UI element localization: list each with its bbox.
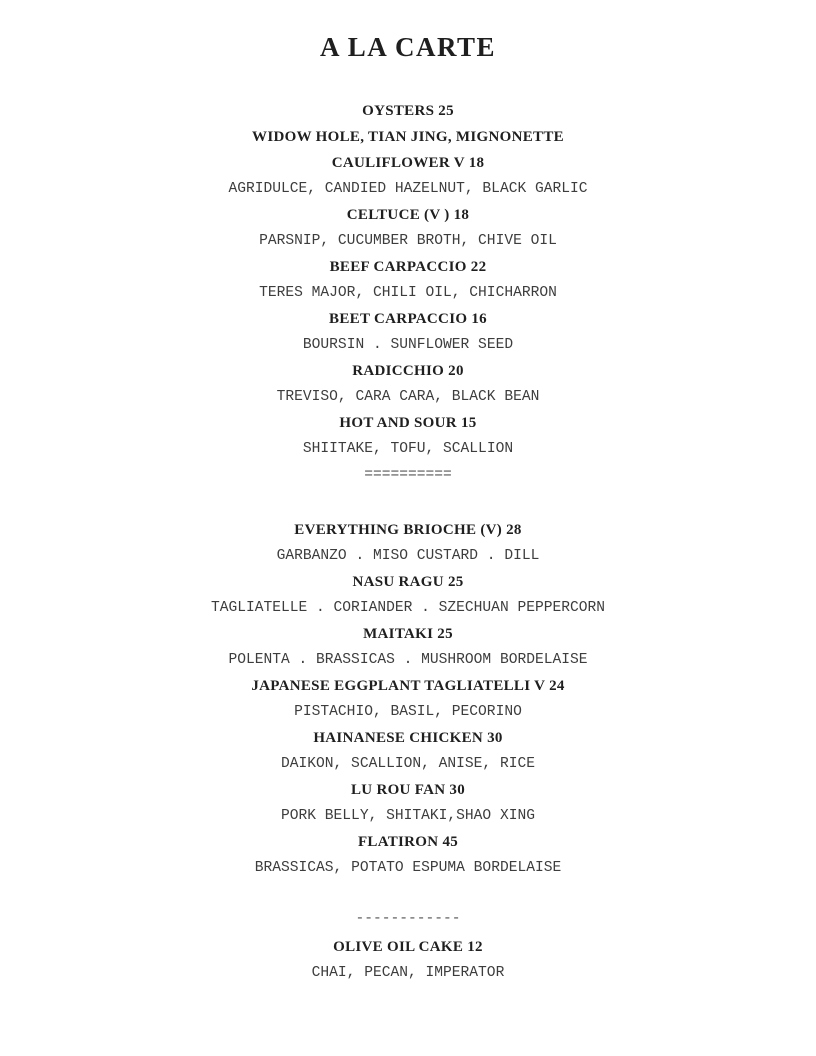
item-description: TREVISO, CARA CARA, BLACK BEAN — [276, 389, 540, 405]
item-name: OLIVE OIL CAKE 12 — [333, 939, 483, 955]
menu-item — [0, 306, 816, 358]
section-separator: ========== — [364, 467, 452, 483]
item-name: LU ROU FAN 30 — [350, 782, 466, 798]
item-name: CAULIFLOWER V 18 — [331, 155, 485, 171]
menu-title: A LA CARTE — [319, 32, 497, 62]
menu-section-starters — [0, 98, 816, 488]
item-description: AGRIDULCE, CANDIED HAZELNUT, BLACK GARLIC — [228, 181, 588, 197]
item-name: BEET CARPACCIO 16 — [329, 311, 487, 327]
menu-item — [0, 358, 816, 410]
item-description: TERES MAJOR, CHILI OIL, CHICHARRON — [259, 285, 557, 301]
item-name: BEEF CARPACCIO 22 — [329, 259, 487, 275]
menu-item — [0, 98, 816, 150]
item-description: SHIITAKE, TOFU, SCALLION — [302, 441, 514, 457]
menu-item — [0, 410, 816, 462]
menu-item — [0, 569, 816, 621]
menu-item — [0, 621, 816, 673]
menu-item — [0, 725, 816, 777]
item-description: PARSNIP, CUCUMBER BROTH, CHIVE OIL — [259, 233, 557, 249]
menu-item — [0, 202, 816, 254]
item-name: RADICCHIO 20 — [352, 363, 464, 379]
item-name: OYSTERS 25 — [362, 103, 454, 119]
menu-section-dessert — [0, 934, 816, 986]
item-name: HAINANESE CHICKEN 30 — [313, 730, 503, 746]
item-name: JAPANESE EGGPLANT TAGLIATELLI V 24 — [251, 678, 565, 694]
menu-item — [0, 673, 816, 725]
menu-body — [0, 98, 816, 986]
menu-item — [0, 829, 816, 881]
menu-item — [0, 517, 816, 569]
item-description: PORK BELLY, SHITAKI,SHAO XING — [281, 808, 535, 824]
item-description: BRASSICAS, POTATO ESPUMA BORDELAISE — [254, 860, 562, 876]
item-name: MAITAKI 25 — [363, 626, 453, 642]
menu-section-mains — [0, 517, 816, 932]
item-name: FLATIRON 45 — [357, 834, 459, 850]
item-description: CHAI, PECAN, IMPERATOR — [311, 965, 505, 981]
item-name: NASU RAGU 25 — [352, 574, 464, 590]
section-separator: ------------ — [355, 911, 461, 927]
item-name: CELTUCE (V ) 18 — [346, 207, 470, 223]
item-description: BOURSIN . SUNFLOWER SEED — [302, 337, 514, 353]
item-description: POLENTA . BRASSICAS . MUSHROOM BORDELAISE — [228, 652, 588, 668]
menu-item — [0, 777, 816, 829]
item-name: HOT AND SOUR 15 — [339, 415, 477, 431]
item-description: WIDOW HOLE, TIAN JING, MIGNONETTE — [252, 129, 564, 145]
item-description: TAGLIATELLE . CORIANDER . SZECHUAN PEPPERCORN — [210, 600, 606, 616]
menu-item — [0, 150, 816, 202]
item-description: PISTACHIO, BASIL, PECORINO — [294, 704, 522, 720]
item-description: DAIKON, SCALLION, ANISE, RICE — [281, 756, 535, 772]
item-description: GARBANZO . MISO CUSTARD . DILL — [276, 548, 540, 564]
menu-item — [0, 934, 816, 986]
menu-item — [0, 254, 816, 306]
item-name: EVERYTHING BRIOCHE (V) 28 — [294, 522, 522, 538]
